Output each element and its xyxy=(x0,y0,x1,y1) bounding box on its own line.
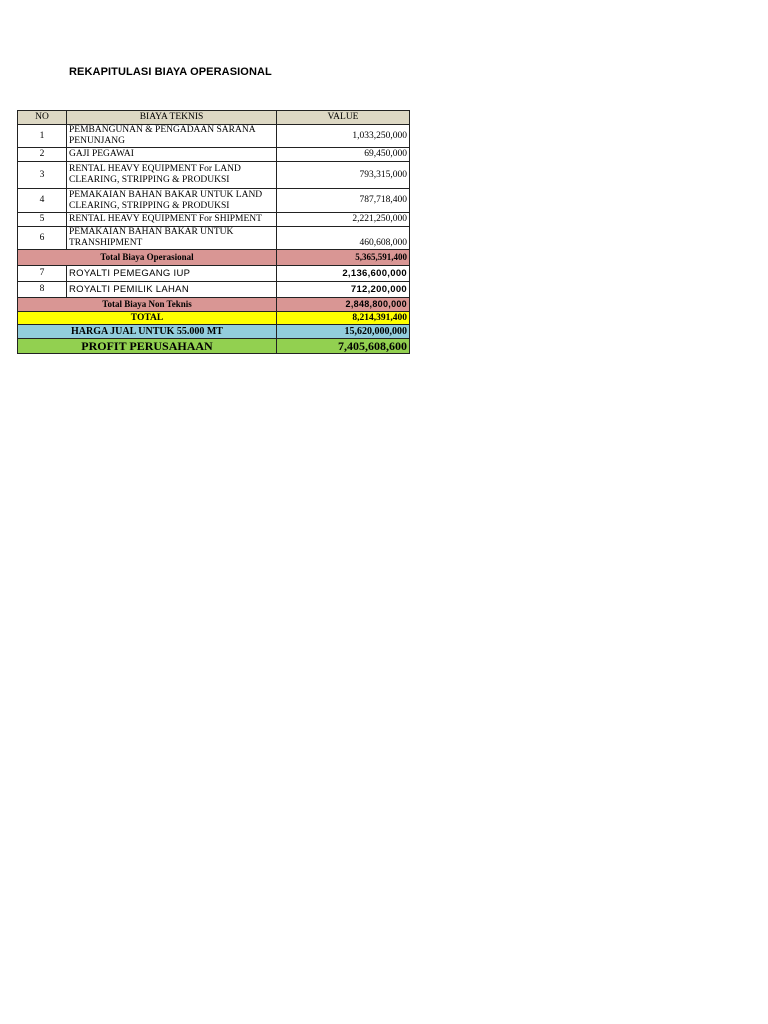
row-desc: ROYALTI PEMEGANG IUP xyxy=(67,266,277,282)
row-value: 69,450,000 xyxy=(277,148,410,162)
row-value: 793,315,000 xyxy=(277,162,410,189)
row-value: 460,608,000 xyxy=(277,227,410,250)
row-value: 2,136,600,000 xyxy=(277,266,410,282)
table-row xyxy=(18,125,410,148)
row-desc: PEMBANGUNAN & PENGADAAN SARANA PENUNJANG xyxy=(67,125,277,148)
table-row xyxy=(18,148,410,162)
row-no: 1 xyxy=(18,125,67,148)
header-no: NO xyxy=(18,111,67,125)
row-value: 712,200,000 xyxy=(277,282,410,298)
row-desc: RENTAL HEAVY EQUIPMENT For LAND CLEARING, STRIPPING & PRODUKSI xyxy=(67,162,277,189)
harga-jual-value: 15,620,000,000 xyxy=(277,325,410,339)
row-value: 787,718,400 xyxy=(277,189,410,213)
row-no: 6 xyxy=(18,227,67,250)
subtotal-non-teknis-label: Total Biaya Non Teknis xyxy=(18,298,277,312)
profit-value: 7,405,608,600 xyxy=(277,339,410,354)
table-row xyxy=(18,189,410,213)
row-desc: PEMAKAIAN BAHAN BAKAR UNTUK TRANSHIPMENT xyxy=(67,227,277,250)
cost-recap-table xyxy=(17,110,410,354)
row-desc: GAJI PEGAWAI xyxy=(67,148,277,162)
row-no: 5 xyxy=(18,213,67,227)
header-value: VALUE xyxy=(277,111,410,125)
row-value: 1,033,250,000 xyxy=(277,125,410,148)
total-label: TOTAL xyxy=(18,312,277,325)
table-row xyxy=(18,282,410,298)
table-row xyxy=(18,266,410,282)
total-value: 8,214,391,400 xyxy=(277,312,410,325)
profit-row xyxy=(18,339,410,354)
subtotal-non-teknis-value: 2,848,800,000 xyxy=(277,298,410,312)
row-desc: ROYALTI PEMILIK LAHAN xyxy=(67,282,277,298)
table-row xyxy=(18,213,410,227)
row-desc: PEMAKAIAN BAHAN BAKAR UNTUK LAND CLEARING, STRIPPING & PRODUKSI xyxy=(67,189,277,213)
row-no: 3 xyxy=(18,162,67,189)
subtotal-operasional-value: 5,365,591,400 xyxy=(277,250,410,266)
row-desc: RENTAL HEAVY EQUIPMENT For SHIPMENT xyxy=(67,213,277,227)
total-row xyxy=(18,312,410,325)
page-title: REKAPITULASI BIAYA OPERASIONAL xyxy=(69,66,272,78)
row-no: 8 xyxy=(18,282,67,298)
table-row xyxy=(18,162,410,189)
row-no: 2 xyxy=(18,148,67,162)
row-value: 2,221,250,000 xyxy=(277,213,410,227)
profit-label: PROFIT PERUSAHAAN xyxy=(18,339,277,354)
harga-jual-label: HARGA JUAL UNTUK 55.000 MT xyxy=(18,325,277,339)
harga-jual-row xyxy=(18,325,410,339)
row-no: 7 xyxy=(18,266,67,282)
subtotal-non-teknis-row xyxy=(18,298,410,312)
header-biaya-teknis: BIAYA TEKNIS xyxy=(67,111,277,125)
table-header-row xyxy=(18,111,410,125)
subtotal-operasional-label: Total Biaya Operasional xyxy=(18,250,277,266)
table-row xyxy=(18,227,410,250)
row-no: 4 xyxy=(18,189,67,213)
subtotal-operasional-row xyxy=(18,250,410,266)
